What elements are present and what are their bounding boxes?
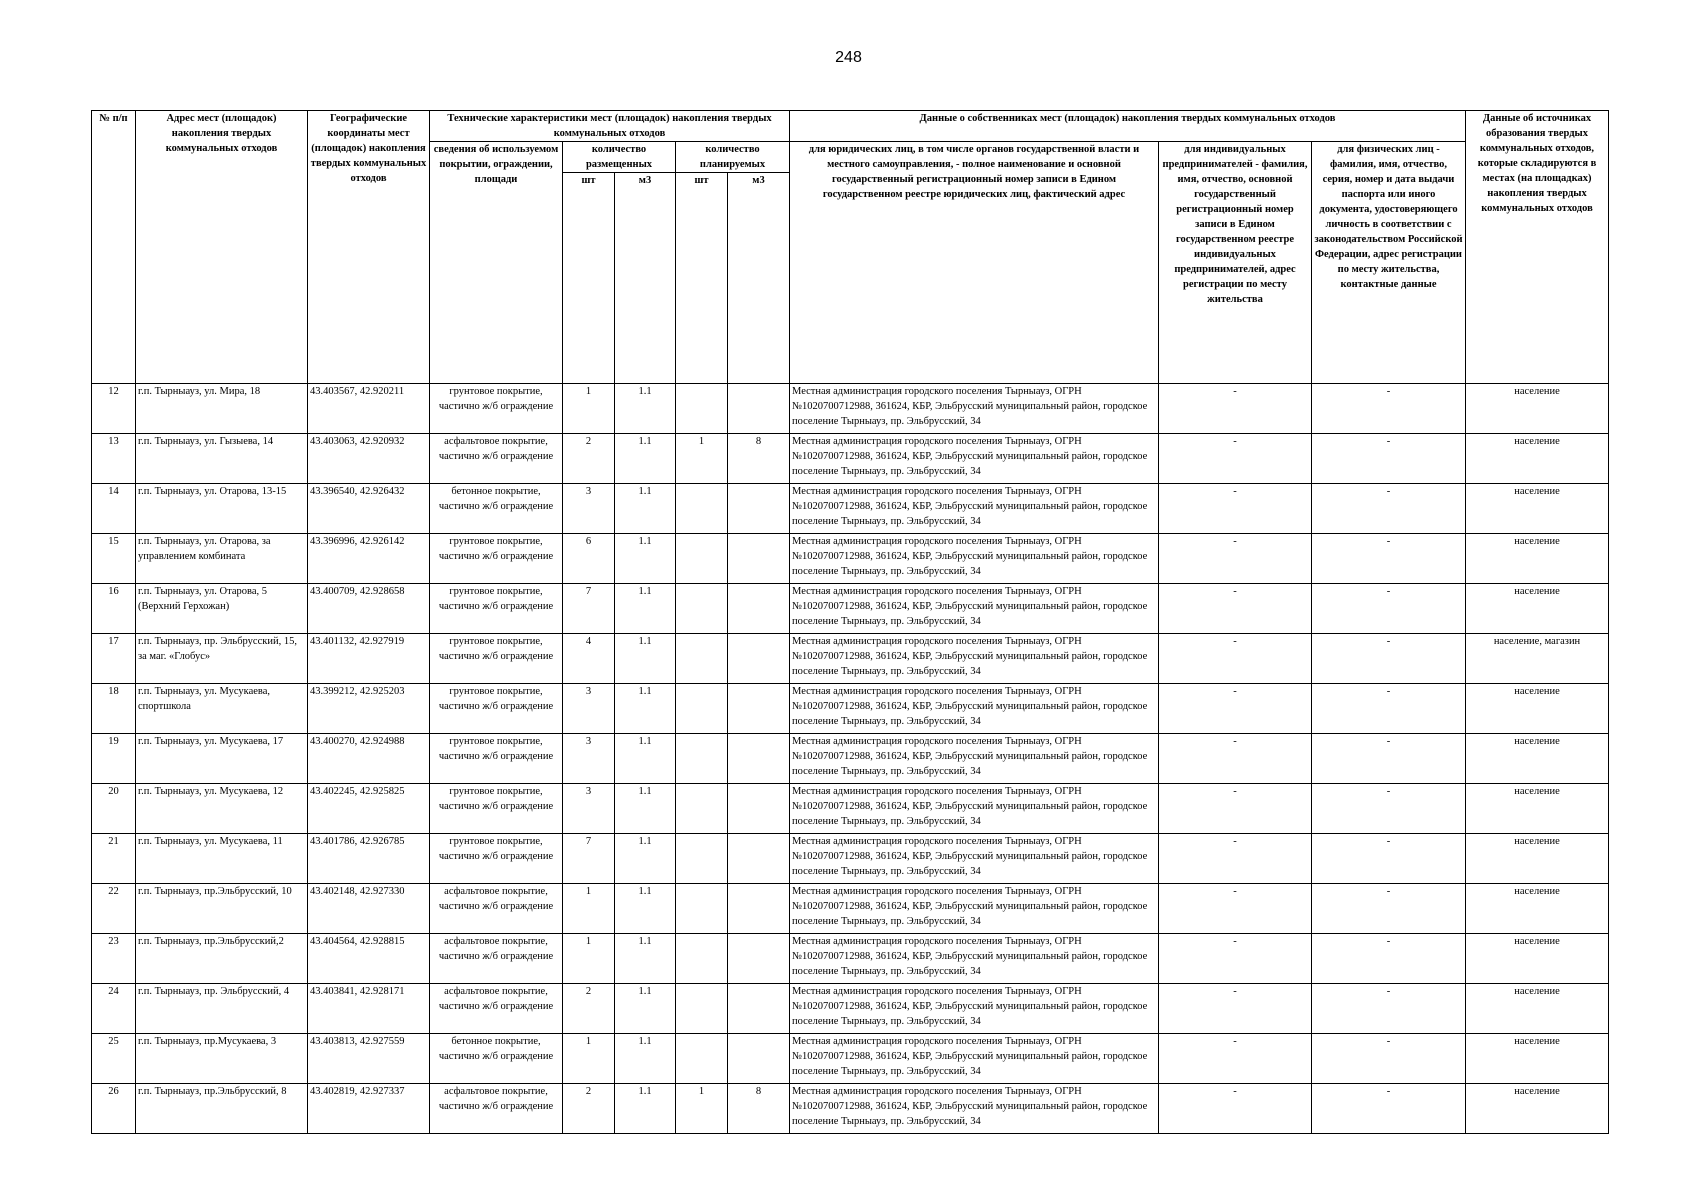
- owner-ip-cell: -: [1159, 734, 1312, 784]
- planned-m3-cell: 8: [728, 1084, 790, 1134]
- count-pcs-cell: 6: [563, 534, 615, 584]
- planned-m3-cell: [728, 1034, 790, 1084]
- owner-person-cell: -: [1312, 1034, 1466, 1084]
- row-number: 20: [92, 784, 136, 834]
- planned-m3-cell: [728, 634, 790, 684]
- planned-pcs-cell: [676, 634, 728, 684]
- surface-cell: грунтовое покрытие, частично ж/б ограждение: [430, 634, 563, 684]
- planned-m3-cell: 8: [728, 434, 790, 484]
- table-row: [92, 1034, 1609, 1084]
- address-cell: г.п. Тырныауз, ул. Мусукаева, 12: [136, 784, 308, 834]
- owner-legal-cell: Местная администрация городского поселения Тырныауз, ОГРН №1020700712988, 361624, КБР, Эльбрусский муниципальный район, городское поселение Тырныауз, пр. Эльбрусский, 34: [790, 884, 1159, 934]
- header-tech: Технические характеристики мест (площадок) накопления твердых коммунальных отходов: [430, 111, 790, 142]
- planned-m3-cell: [728, 484, 790, 534]
- surface-cell: грунтовое покрытие, частично ж/б ограждение: [430, 784, 563, 834]
- waste-sites-table: [91, 110, 1609, 1134]
- count-m3-cell: 1.1: [615, 884, 676, 934]
- header-surface: сведения об используемом покрытии, ограждении, площади: [430, 142, 563, 384]
- count-pcs-cell: 3: [563, 684, 615, 734]
- planned-pcs-cell: 1: [676, 434, 728, 484]
- source-cell: население: [1466, 534, 1609, 584]
- count-m3-cell: 1.1: [615, 784, 676, 834]
- surface-cell: грунтовое покрытие, частично ж/б ограждение: [430, 534, 563, 584]
- planned-m3-cell: [728, 534, 790, 584]
- owner-ip-cell: -: [1159, 684, 1312, 734]
- count-m3-cell: 1.1: [615, 1084, 676, 1134]
- planned-m3-cell: [728, 384, 790, 434]
- planned-pcs-cell: [676, 484, 728, 534]
- coords-cell: 43.403063, 42.920932: [308, 434, 430, 484]
- source-cell: население: [1466, 784, 1609, 834]
- planned-pcs-cell: [676, 834, 728, 884]
- owner-legal-cell: Местная администрация городского поселения Тырныауз, ОГРН №1020700712988, 361624, КБР, Эльбрусский муниципальный район, городское поселение Тырныауз, пр. Эльбрусский, 34: [790, 1034, 1159, 1084]
- surface-cell: асфальтовое покрытие, частично ж/б ограждение: [430, 434, 563, 484]
- count-pcs-cell: 2: [563, 434, 615, 484]
- address-cell: г.п. Тырныауз, ул. Мусукаева, 17: [136, 734, 308, 784]
- planned-pcs-cell: [676, 884, 728, 934]
- owner-person-cell: -: [1312, 584, 1466, 634]
- owner-legal-cell: Местная администрация городского поселения Тырныауз, ОГРН №1020700712988, 361624, КБР, Эльбрусский муниципальный район, городское поселение Тырныауз, пр. Эльбрусский, 34: [790, 684, 1159, 734]
- coords-cell: 43.403567, 42.920211: [308, 384, 430, 434]
- planned-pcs-cell: [676, 1034, 728, 1084]
- coords-cell: 43.400709, 42.928658: [308, 584, 430, 634]
- row-number: 23: [92, 934, 136, 984]
- count-pcs-cell: 3: [563, 734, 615, 784]
- owner-legal-cell: Местная администрация городского поселения Тырныауз, ОГРН №1020700712988, 361624, КБР, Эльбрусский муниципальный район, городское поселение Тырныауз, пр. Эльбрусский, 34: [790, 734, 1159, 784]
- count-pcs-cell: 1: [563, 884, 615, 934]
- count-m3-cell: 1.1: [615, 484, 676, 534]
- address-cell: г.п. Тырныауз, пр.Эльбрусский,2: [136, 934, 308, 984]
- header-owner-legal: для юридических лиц, в том числе органов государственной власти и местного самоуправления, - полное наименование и основной государственный регистрационный номер записи в Едином государственном реестре юридических лиц, фактический адрес: [790, 142, 1159, 384]
- owner-person-cell: -: [1312, 834, 1466, 884]
- source-cell: население: [1466, 684, 1609, 734]
- address-cell: г.п. Тырныауз, пр.Мусукаева, 3: [136, 1034, 308, 1084]
- count-m3-cell: 1.1: [615, 1034, 676, 1084]
- address-cell: г.п. Тырныауз, пр.Эльбрусский, 10: [136, 884, 308, 934]
- owner-ip-cell: -: [1159, 534, 1312, 584]
- coords-cell: 43.403813, 42.927559: [308, 1034, 430, 1084]
- owner-ip-cell: -: [1159, 634, 1312, 684]
- address-cell: г.п. Тырныауз, ул. Отарова, за управлением комбината: [136, 534, 308, 584]
- coords-cell: 43.404564, 42.928815: [308, 934, 430, 984]
- address-cell: г.п. Тырныауз, ул. Отарова, 13-15: [136, 484, 308, 534]
- count-m3-cell: 1.1: [615, 584, 676, 634]
- header-count-placed: количество размещенных: [563, 142, 676, 173]
- coords-cell: 43.402245, 42.925825: [308, 784, 430, 834]
- planned-pcs-cell: [676, 534, 728, 584]
- address-cell: г.п. Тырныауз, ул. Гызыева, 14: [136, 434, 308, 484]
- row-number: 24: [92, 984, 136, 1034]
- source-cell: население, магазин: [1466, 634, 1609, 684]
- owner-legal-cell: Местная администрация городского поселения Тырныауз, ОГРН №1020700712988, 361624, КБР, Эльбрусский муниципальный район, городское поселение Тырныауз, пр. Эльбрусский, 34: [790, 534, 1159, 584]
- table-row: [92, 534, 1609, 584]
- coords-cell: 43.401786, 42.926785: [308, 834, 430, 884]
- coords-cell: 43.402819, 42.927337: [308, 1084, 430, 1134]
- row-number: 22: [92, 884, 136, 934]
- table-row: [92, 734, 1609, 784]
- row-number: 17: [92, 634, 136, 684]
- row-number: 19: [92, 734, 136, 784]
- header-owner-ip: для индивидуальных предпринимателей - фамилия, имя, отчество, основной государственный регистрационный номер записи в Едином государственном реестре индивидуальных предпринимателей, адрес регистрации по месту жительства: [1159, 142, 1312, 384]
- count-m3-cell: 1.1: [615, 384, 676, 434]
- source-cell: население: [1466, 484, 1609, 534]
- owner-person-cell: -: [1312, 884, 1466, 934]
- row-number: 15: [92, 534, 136, 584]
- table-row: [92, 984, 1609, 1034]
- owner-ip-cell: -: [1159, 984, 1312, 1034]
- planned-m3-cell: [728, 784, 790, 834]
- owner-ip-cell: -: [1159, 884, 1312, 934]
- address-cell: г.п. Тырныауз, ул. Мусукаева, 11: [136, 834, 308, 884]
- planned-m3-cell: [728, 734, 790, 784]
- source-cell: население: [1466, 434, 1609, 484]
- owner-legal-cell: Местная администрация городского поселения Тырныауз, ОГРН №1020700712988, 361624, КБР, Эльбрусский муниципальный район, городское поселение Тырныауз, пр. Эльбрусский, 34: [790, 634, 1159, 684]
- owner-legal-cell: Местная администрация городского поселения Тырныауз, ОГРН №1020700712988, 361624, КБР, Эльбрусский муниципальный район, городское поселение Тырныауз, пр. Эльбрусский, 34: [790, 434, 1159, 484]
- coords-cell: 43.403841, 42.928171: [308, 984, 430, 1034]
- owner-legal-cell: Местная администрация городского поселения Тырныауз, ОГРН №1020700712988, 361624, КБР, Эльбрусский муниципальный район, городское поселение Тырныауз, пр. Эльбрусский, 34: [790, 584, 1159, 634]
- surface-cell: грунтовое покрытие, частично ж/б ограждение: [430, 734, 563, 784]
- count-m3-cell: 1.1: [615, 984, 676, 1034]
- planned-pcs-cell: [676, 684, 728, 734]
- coords-cell: 43.399212, 42.925203: [308, 684, 430, 734]
- table-row: [92, 484, 1609, 534]
- table-row: [92, 834, 1609, 884]
- planned-pcs-cell: [676, 784, 728, 834]
- table-row: [92, 384, 1609, 434]
- table-body: [92, 384, 1609, 1134]
- table-row: [92, 684, 1609, 734]
- source-cell: население: [1466, 984, 1609, 1034]
- planned-m3-cell: [728, 934, 790, 984]
- count-m3-cell: 1.1: [615, 684, 676, 734]
- count-pcs-cell: 1: [563, 934, 615, 984]
- owner-person-cell: -: [1312, 1084, 1466, 1134]
- surface-cell: асфальтовое покрытие, частично ж/б ограждение: [430, 984, 563, 1034]
- source-cell: население: [1466, 1084, 1609, 1134]
- header-count-planned: количество планируемых: [676, 142, 790, 173]
- owner-legal-cell: Местная администрация городского поселения Тырныауз, ОГРН №1020700712988, 361624, КБР, Эльбрусский муниципальный район, городское поселение Тырныауз, пр. Эльбрусский, 34: [790, 984, 1159, 1034]
- owner-person-cell: -: [1312, 684, 1466, 734]
- header-unit-pcs-planned: шт: [676, 173, 728, 384]
- table-row: [92, 784, 1609, 834]
- surface-cell: бетонное покрытие, частично ж/б ограждение: [430, 1034, 563, 1084]
- surface-cell: асфальтовое покрытие, частично ж/б ограждение: [430, 884, 563, 934]
- owner-legal-cell: Местная администрация городского поселения Тырныауз, ОГРН №1020700712988, 361624, КБР, Эльбрусский муниципальный район, городское поселение Тырныауз, пр. Эльбрусский, 34: [790, 784, 1159, 834]
- source-cell: население: [1466, 384, 1609, 434]
- count-pcs-cell: 4: [563, 634, 615, 684]
- owner-ip-cell: -: [1159, 834, 1312, 884]
- planned-pcs-cell: [676, 584, 728, 634]
- owner-legal-cell: Местная администрация городского поселения Тырныауз, ОГРН №1020700712988, 361624, КБР, Эльбрусский муниципальный район, городское поселение Тырныауз, пр. Эльбрусский, 34: [790, 484, 1159, 534]
- row-number: 26: [92, 1084, 136, 1134]
- source-cell: население: [1466, 584, 1609, 634]
- table-row: [92, 584, 1609, 634]
- planned-pcs-cell: [676, 384, 728, 434]
- table-row: [92, 634, 1609, 684]
- owner-person-cell: -: [1312, 434, 1466, 484]
- owner-person-cell: -: [1312, 784, 1466, 834]
- row-number: 12: [92, 384, 136, 434]
- count-m3-cell: 1.1: [615, 734, 676, 784]
- count-pcs-cell: 7: [563, 834, 615, 884]
- owner-person-cell: -: [1312, 534, 1466, 584]
- count-m3-cell: 1.1: [615, 934, 676, 984]
- owner-person-cell: -: [1312, 384, 1466, 434]
- address-cell: г.п. Тырныауз, ул. Мусукаева, спортшкола: [136, 684, 308, 734]
- row-number: 21: [92, 834, 136, 884]
- planned-pcs-cell: [676, 984, 728, 1034]
- header-owner-person: для физических лиц - фамилия, имя, отчество, серия, номер и дата выдачи паспорта или иного документа, удостоверяющего личность в соответствии с законодательством Российской Федерации, адрес регистрации по месту жительства, контактные данные: [1312, 142, 1466, 384]
- surface-cell: бетонное покрытие, частично ж/б ограждение: [430, 484, 563, 534]
- coords-cell: 43.402148, 42.927330: [308, 884, 430, 934]
- header-address: Адрес мест (площадок) накопления твердых коммунальных отходов: [136, 111, 308, 384]
- surface-cell: грунтовое покрытие, частично ж/б ограждение: [430, 384, 563, 434]
- header-unit-m3: м3: [615, 173, 676, 384]
- count-pcs-cell: 3: [563, 784, 615, 834]
- owner-person-cell: -: [1312, 984, 1466, 1034]
- surface-cell: асфальтовое покрытие, частично ж/б ограждение: [430, 934, 563, 984]
- owner-ip-cell: -: [1159, 384, 1312, 434]
- address-cell: г.п. Тырныауз, пр. Эльбрусский, 15, за маг. «Глобус»: [136, 634, 308, 684]
- owner-legal-cell: Местная администрация городского поселения Тырныауз, ОГРН №1020700712988, 361624, КБР, Эльбрусский муниципальный район, городское поселение Тырныауз, пр. Эльбрусский, 34: [790, 934, 1159, 984]
- owner-legal-cell: Местная администрация городского поселения Тырныауз, ОГРН №1020700712988, 361624, КБР, Эльбрусский муниципальный район, городское поселение Тырныауз, пр. Эльбрусский, 34: [790, 384, 1159, 434]
- row-number: 18: [92, 684, 136, 734]
- row-number: 13: [92, 434, 136, 484]
- owner-legal-cell: Местная администрация городского поселения Тырныауз, ОГРН №1020700712988, 361624, КБР, Эльбрусский муниципальный район, городское поселение Тырныауз, пр. Эльбрусский, 34: [790, 1084, 1159, 1134]
- header-num: № п/п: [92, 111, 136, 384]
- owner-ip-cell: -: [1159, 1084, 1312, 1134]
- planned-pcs-cell: [676, 734, 728, 784]
- owner-legal-cell: Местная администрация городского поселения Тырныауз, ОГРН №1020700712988, 361624, КБР, Эльбрусский муниципальный район, городское поселение Тырныауз, пр. Эльбрусский, 34: [790, 834, 1159, 884]
- owner-ip-cell: -: [1159, 584, 1312, 634]
- table-row: [92, 1084, 1609, 1134]
- owner-person-cell: -: [1312, 934, 1466, 984]
- owner-ip-cell: -: [1159, 434, 1312, 484]
- planned-pcs-cell: [676, 934, 728, 984]
- source-cell: население: [1466, 884, 1609, 934]
- owner-ip-cell: -: [1159, 484, 1312, 534]
- table-row: [92, 884, 1609, 934]
- count-pcs-cell: 2: [563, 1084, 615, 1134]
- count-pcs-cell: 2: [563, 984, 615, 1034]
- coords-cell: 43.396996, 42.926142: [308, 534, 430, 584]
- owner-ip-cell: -: [1159, 1034, 1312, 1084]
- surface-cell: асфальтовое покрытие, частично ж/б ограждение: [430, 1084, 563, 1134]
- planned-m3-cell: [728, 584, 790, 634]
- header-coords: Географические координаты мест (площадок) накопления твердых коммунальных отходов: [308, 111, 430, 384]
- surface-cell: грунтовое покрытие, частично ж/б ограждение: [430, 684, 563, 734]
- coords-cell: 43.401132, 42.927919: [308, 634, 430, 684]
- table-row: [92, 434, 1609, 484]
- surface-cell: грунтовое покрытие, частично ж/б ограждение: [430, 834, 563, 884]
- owner-person-cell: -: [1312, 484, 1466, 534]
- planned-m3-cell: [728, 984, 790, 1034]
- planned-m3-cell: [728, 834, 790, 884]
- table-row: [92, 934, 1609, 984]
- planned-pcs-cell: 1: [676, 1084, 728, 1134]
- count-m3-cell: 1.1: [615, 634, 676, 684]
- planned-m3-cell: [728, 884, 790, 934]
- surface-cell: грунтовое покрытие, частично ж/б ограждение: [430, 584, 563, 634]
- header-sources: Данные об источниках образования твердых коммунальных отходов, которые складируются в местах (на площадках) накопления твердых коммунальных отходов: [1466, 111, 1609, 384]
- count-m3-cell: 1.1: [615, 834, 676, 884]
- address-cell: г.п. Тырныауз, пр. Эльбрусский, 4: [136, 984, 308, 1034]
- count-pcs-cell: 7: [563, 584, 615, 634]
- row-number: 16: [92, 584, 136, 634]
- coords-cell: 43.400270, 42.924988: [308, 734, 430, 784]
- coords-cell: 43.396540, 42.926432: [308, 484, 430, 534]
- page-number: 248: [835, 49, 862, 66]
- header-owners: Данные о собственниках мест (площадок) накопления твердых коммунальных отходов: [790, 111, 1466, 142]
- owner-ip-cell: -: [1159, 784, 1312, 834]
- count-pcs-cell: 1: [563, 384, 615, 434]
- owner-ip-cell: -: [1159, 934, 1312, 984]
- header-unit-m3-planned: м3: [728, 173, 790, 384]
- count-pcs-cell: 1: [563, 1034, 615, 1084]
- source-cell: население: [1466, 1034, 1609, 1084]
- source-cell: население: [1466, 834, 1609, 884]
- source-cell: население: [1466, 934, 1609, 984]
- address-cell: г.п. Тырныауз, пр.Эльбрусский, 8: [136, 1084, 308, 1134]
- address-cell: г.п. Тырныауз, ул. Мира, 18: [136, 384, 308, 434]
- source-cell: население: [1466, 734, 1609, 784]
- table-header: [92, 111, 1609, 384]
- address-cell: г.п. Тырныауз, ул. Отарова, 5 (Верхний Герхожан): [136, 584, 308, 634]
- count-pcs-cell: 3: [563, 484, 615, 534]
- count-m3-cell: 1.1: [615, 534, 676, 584]
- row-number: 14: [92, 484, 136, 534]
- row-number: 25: [92, 1034, 136, 1084]
- owner-person-cell: -: [1312, 734, 1466, 784]
- planned-m3-cell: [728, 684, 790, 734]
- owner-person-cell: -: [1312, 634, 1466, 684]
- count-m3-cell: 1.1: [615, 434, 676, 484]
- header-unit-pcs: шт: [563, 173, 615, 384]
